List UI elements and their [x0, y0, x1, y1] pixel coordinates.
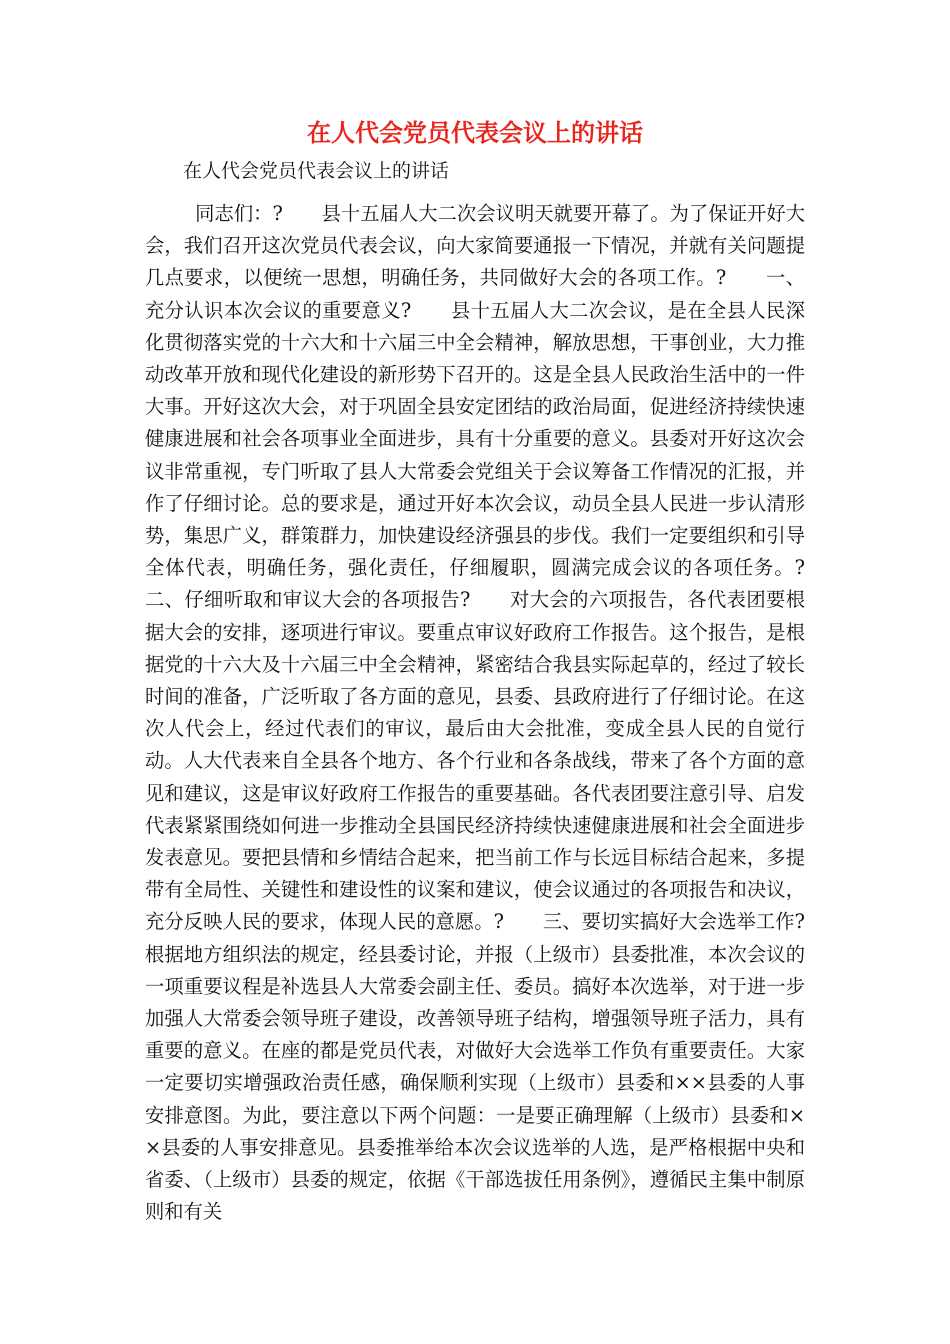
document-title: 在人代会党员代表会议上的讲话 [307, 119, 643, 147]
document-subtitle: 在人代会党员代表会议上的讲话 [183, 160, 450, 182]
document-body-paragraph: 同志们：? 县十五届人大二次会议明天就要开幕了。为了保证开好大会，我们召开这次党员代表会议，向大家简要通报一下情况，并就有关问题提几点要求，以便统一思想，明确任务，共同做好大会的各项工作。? 一、充分认识本次会议的重要意义? 县十五届人大二次会议，是在全县人民深化贯彻落实党的十六大和十六届三中全会精神，解放思想，干事创业，大力推动改革开放和现代化建设的新形势下召开的。这是全县人民政治生活中的一件大事。开好这次大会，对于巩固全县安定团结的政治局面，促进经济持续快速健康进展和社会各项事业全面进步，具有十分重要的意义。县委对开好这次会议非常重视，专门听取了县人大常委会党组关于会议筹备工作情况的汇报，并作了仔细讨论。总的要求是，通过开好本次会议，动员全县人民进一步认清形势，集思广义，群策群力，加快建设经济强县的步伐。我们一定要组织和引导全体代表，明确任务，强化责任，仔细履职，圆满完成会议的各项任务。? 二、仔细听取和审议大会的各项报告? 对大会的六项报告，各代表团要根据大会的安排，逐项进行审议。要重点审议好政府工作报告。这个报告，是根据党的十六大及十六届三中全会精神，紧密结合我县实际起草的，经过了较长时间的准备，广泛听取了各方面的意见，县委、县政府进行了仔细讨论。在这次人代会上，经过代表们的审议，最后由大会批准，变成全县人民的自觉行动。人大代表来自全县各个地方、各个行业和各条战线，带来了各个方面的意见和建议，这是审议好政府工作报告的重要基础。各代表团要注意引导、启发代表紧紧围绕如何进一步推动全县国民经济持续快速健康进展和社会全面进步发表意见。要把县情和乡情结合起来，把当前工作与长远目标结合起来，多提带有全局性、关键性和建设性的议案和建议，使会议通过的各项报告和决议，充分反映人民的要求，体现人民的意愿。? 三、要切实搞好大会选举工作? 根据地方组织法的规定，经县委讨论，并报（上级市）县委批准，本次会议的一项重要议程是补选县人大常委会副主任、委员。搞好本次选举，对于进一步加强人大常委会领导班子建设，改善领导班子结构，增强领导班子活力，具有重要的意义。在座的都是党员代表，对做好大会选举工作负有重要责任。大家一定要切实增强政治责任感，确保顺利实现（上级市）县委和××县委的人事安排意图。为此，要注意以下两个问题：一是要正确理解（上级市）县委和××县委的人事安排意见。县委推举给本次会议选举的人选，是严格根据中央和省委、（上级市）县委的规定，依据《干部选拔任用条例》，遵循民主集中制原则和有关 [145, 202, 844, 1224]
